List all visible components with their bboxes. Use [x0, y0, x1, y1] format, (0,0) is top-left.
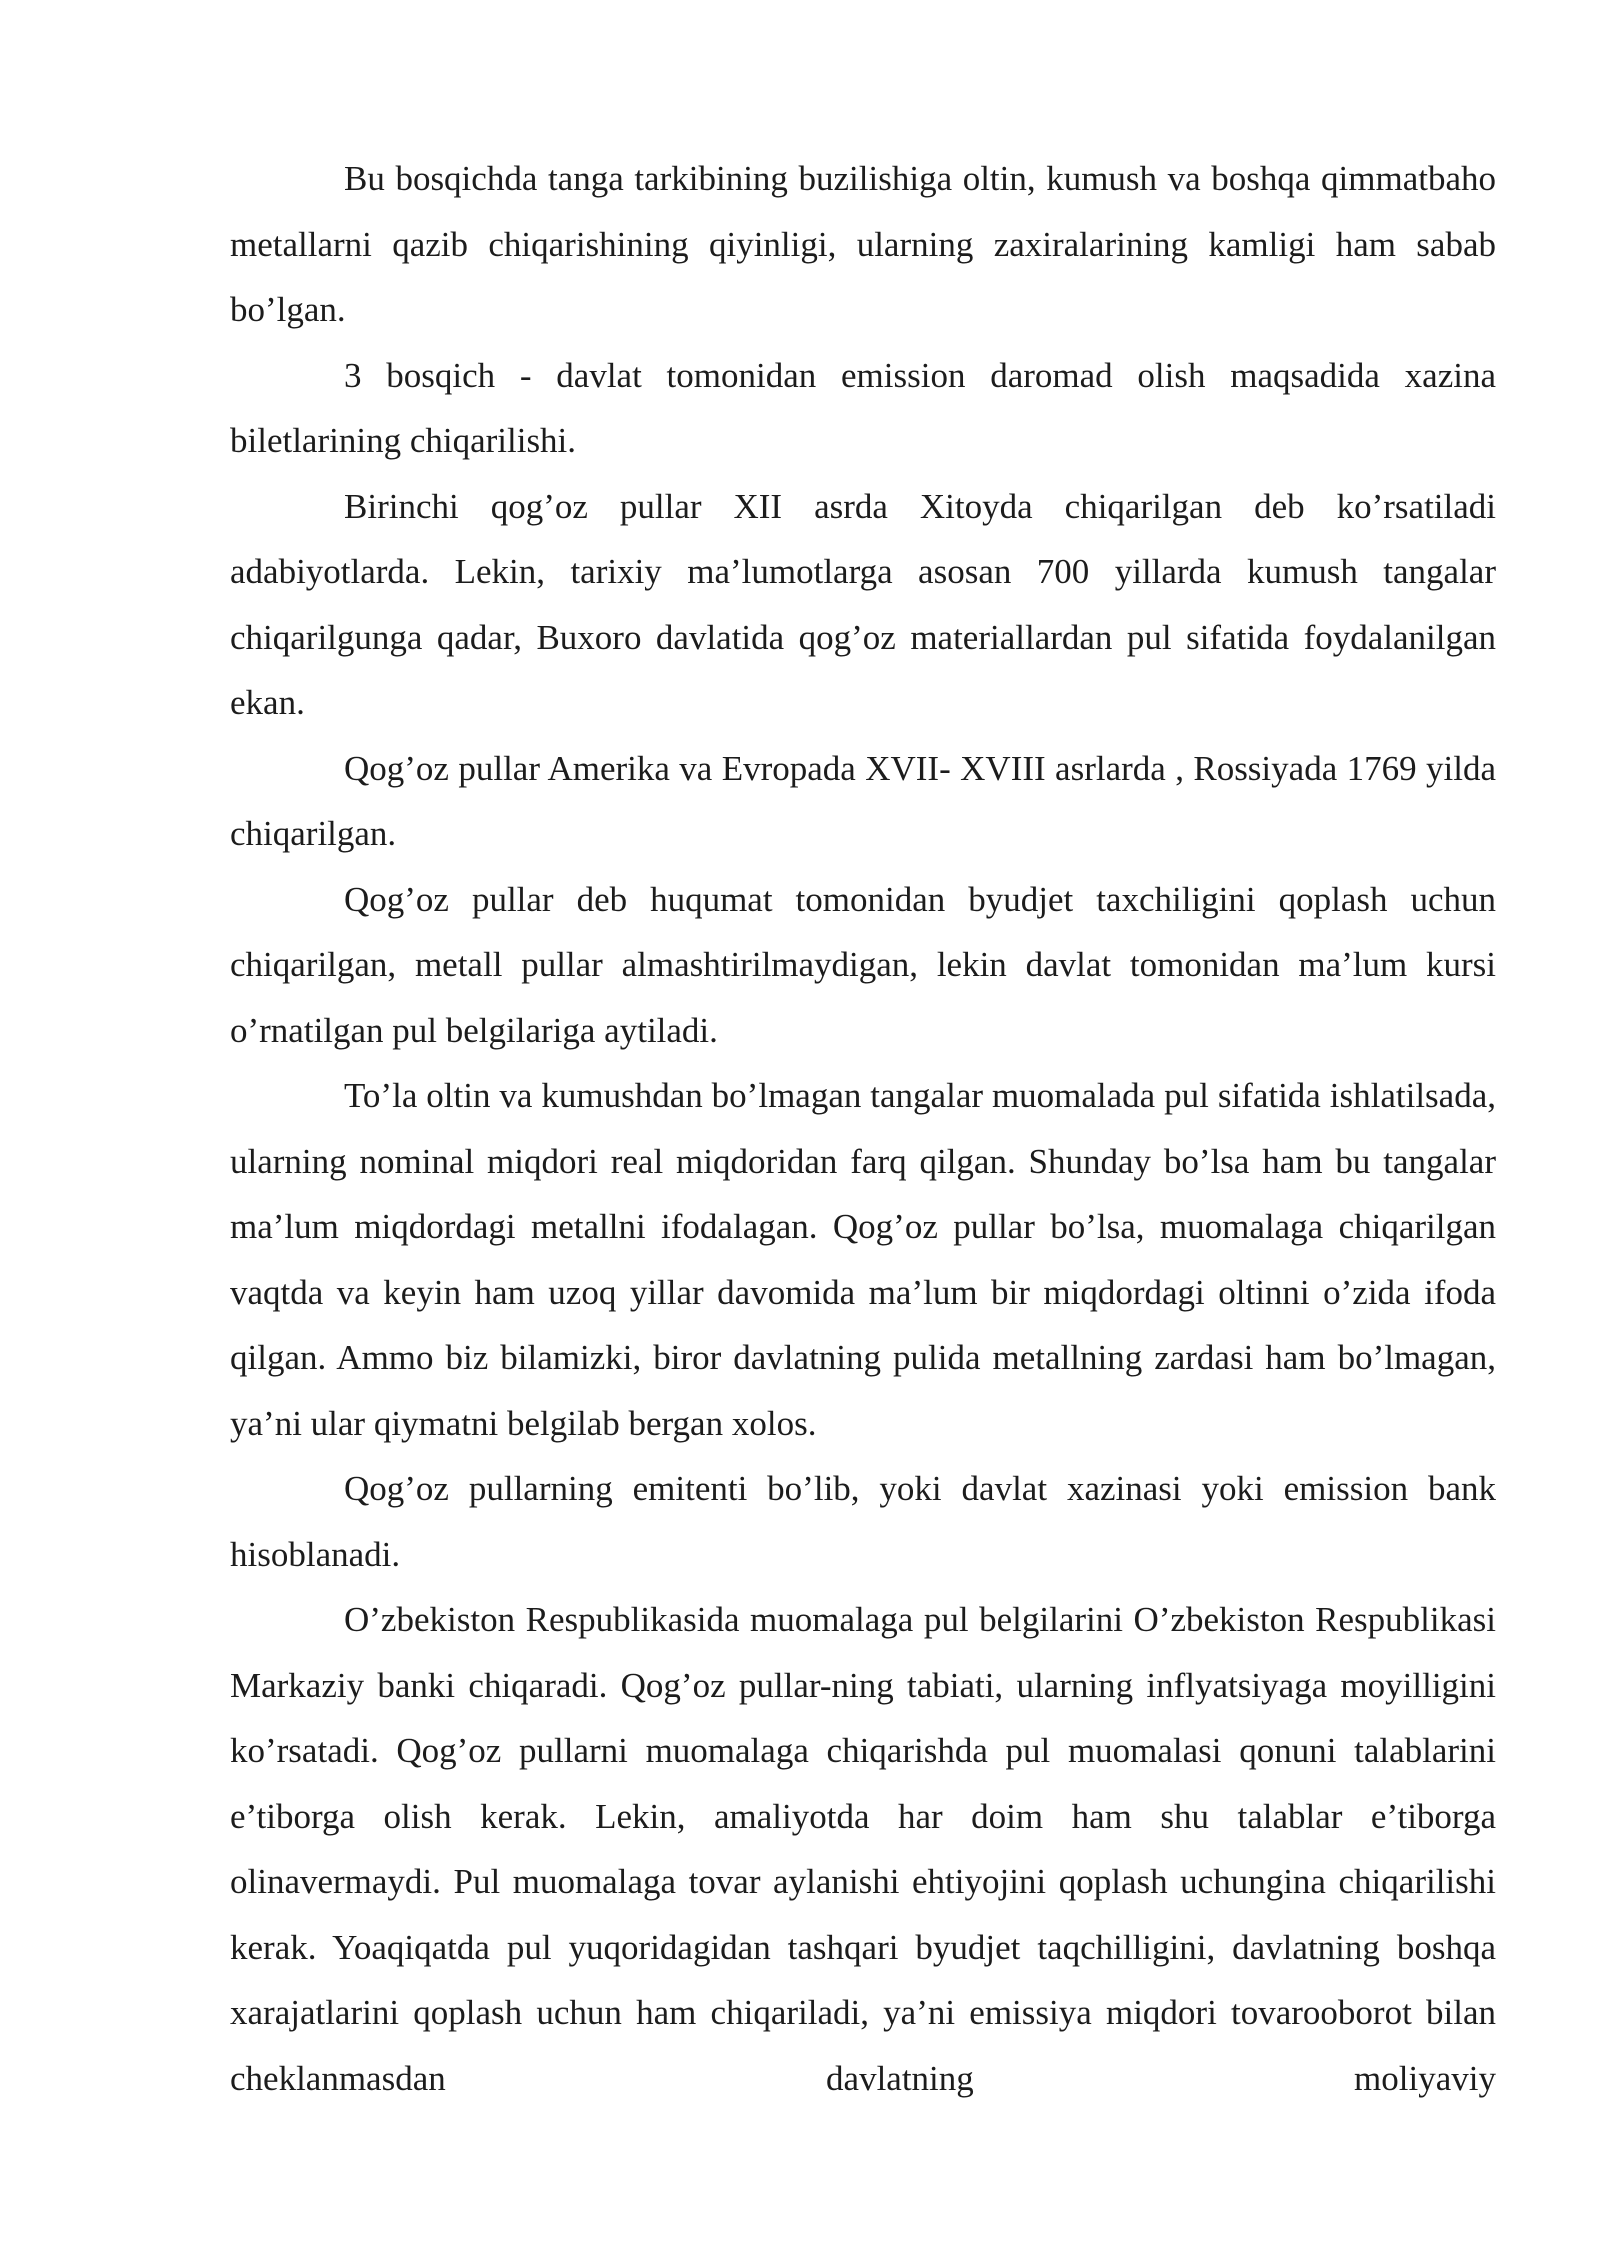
paragraph-2: 3 bosqich - davlat tomonidan emission daromad olish maqsadida xazina biletlarining chiqarilishi. — [230, 355, 1496, 460]
paragraph-5: Qog’oz pullar deb huqumat tomonidan byudjet taxchiligini qoplash uchun chiqarilgan, metall pullar almashtirilmaydigan, lekin davlat tomonidan ma’lum kursi o’rnatilgan pul belgilariga aytiladi. — [230, 879, 1496, 1050]
paragraph-1: Bu bosqichda tanga tarkibining buzilishiga oltin, kumush va boshqa qimmatbaho metallarni qazib chiqarishining qiyinligi, ularning zaxiralarining kamligi ham sabab bo’lgan. — [230, 159, 1496, 329]
paragraph-6: To’la oltin va kumushdan bo’lmagan tangalar muomalada pul sifatida ishlatilsada, ularning nominal miqdori real miqdoridan farq qilgan. Shunday bo’lsa ham bu tangalar ma’lum miqdordagi metallni ifodalagan. Qog’oz pullar bo’lsa, muomalaga chiqarilgan vaqtda va keyin ham uzoq yillar davomida ma’lum bir miqdordagi oltinni o’zida ifoda qilgan. Ammo biz bilamizki, biror davlatning pulida metallning zardasi ham bo’lmagan, ya’ni ular qiymatni belgilab bergan xolos. — [230, 1076, 1496, 1443]
paragraph-8: O’zbekiston Respublikasida muomalaga pul belgilarini O’zbekiston Respublikasi Markaziy banki chiqaradi. Qog’oz pullar-ning tabiati, ularning inflyatsiyaga moyilligini ko’rsatadi. Qog’oz pullarni muomalaga chiqarishda pul muomalasi qonuni talablarini e’tiborga olish kerak. Lekin, amaliyotda har doim ham shu talablar e’tiborga olinavermaydi. Pul muomalaga tovar aylanishi ehtiyojini qoplash uchungina chiqarilishi kerak. Yoaqiqatda pul yuqoridagidan tashqari byudjet taqchilligini, davlatning boshqa xarajatlarini qoplash uchun ham chiqariladi, ya’ni emissiya miqdori tovarooborot bilan cheklanmasdan davlatning moliyaviy — [230, 1600, 1496, 2098]
paragraph-7: Qog’oz pullarning emitenti bo’lib, yoki davlat xazinasi yoki emission bank hisoblanadi. — [230, 1469, 1496, 1574]
paragraph-3: Birinchi qog’oz pullar XII asrda Xitoyda chiqarilgan deb ko’rsatiladi adabiyotlarda. Lekin, tarixiy ma’lumotlarga asosan 700 yillarda kumush tangalar chiqarilgunga qadar, Buxoro davlatida qog’oz materiallardan pul sifatida foydalanilgan ekan. — [230, 486, 1496, 722]
paragraph-4: Qog’oz pullar Amerika va Evropada XVII- XVIII asrlarda , Rossiyada 1769 yilda chiqarilgan. — [230, 748, 1496, 853]
